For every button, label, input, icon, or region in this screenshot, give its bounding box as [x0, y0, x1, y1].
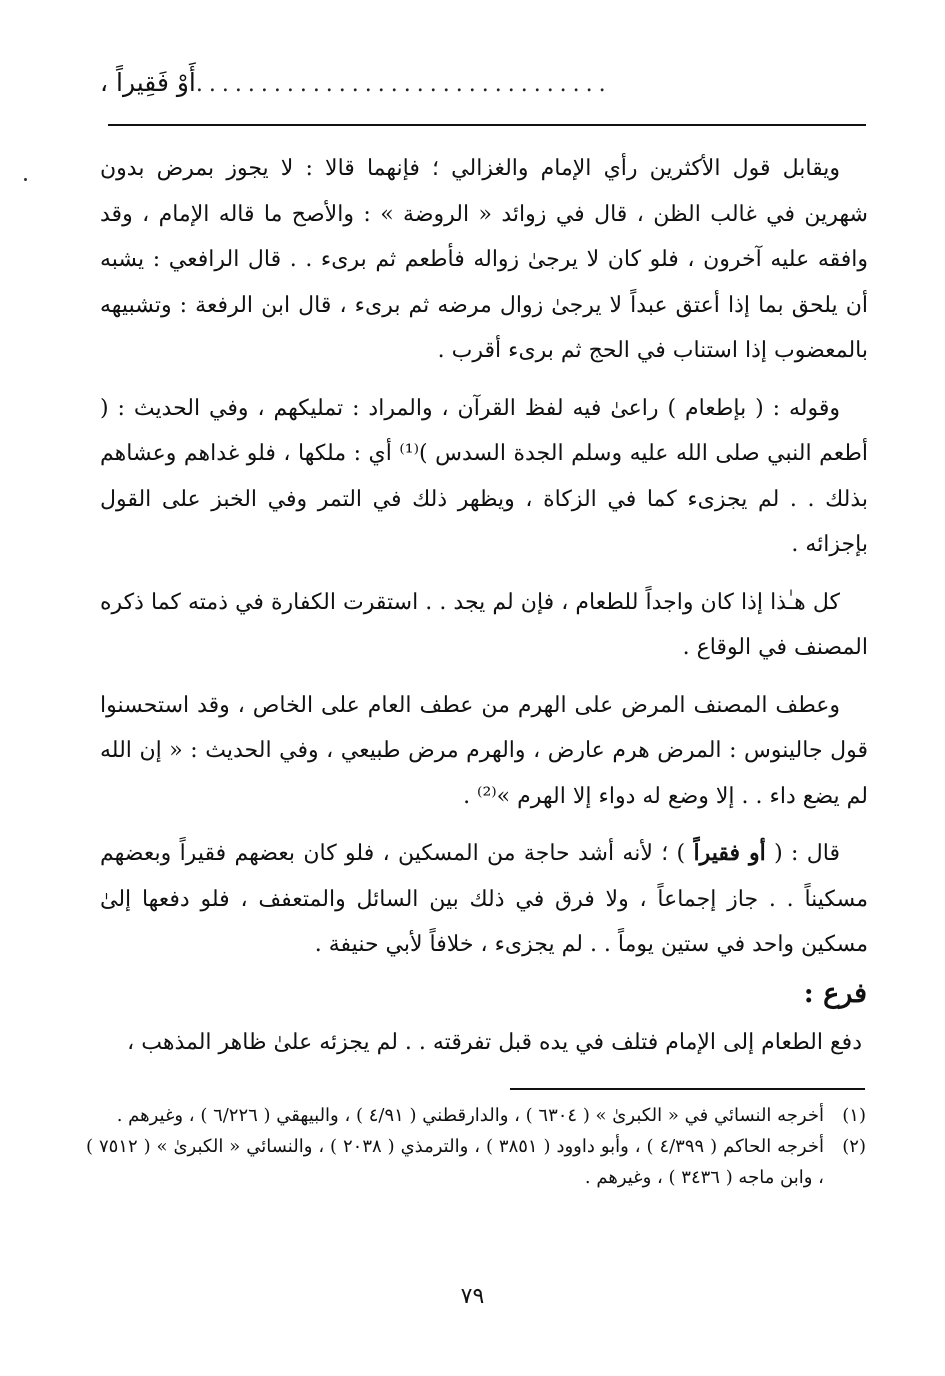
header-rule [108, 124, 866, 126]
page-number: ٧٩ [460, 1284, 485, 1309]
footnote-text: أخرجه الحاكم ( ٤/٣٩٩ ) ، وأبو داوود ( ٣٨٥١ ) ، والترمذي ( ٢٠٣٨ ) ، والنسائي « الكبرىٰ » ( ٧٥١٢ ) ، وابن ماجه ( ٣٤٣٦ ) ، وغيرهم . [86, 1136, 824, 1188]
page-header [100, 68, 870, 97]
scan-speck [24, 178, 27, 181]
header-dots: ................................ [195, 72, 612, 97]
paragraph-1: ويقابل قول الأكثرين رأي الإمام والغزالي ؛ فإنهما قالا : لا يجوز بمرض بدون شهرين في غالب الظن ، قال في زوائد « الروضة » : والأصح ما قاله الإمام ، وقد وافقه عليه آخرون ، فلو كان لا يرجىٰ زواله فأطعم ثم برىء . . قال الرافعي : يشبه أن يلحق بما إذا أعتق عبداً لا يرجىٰ زوال مرضه ثم برىء ، قال ابن الرفعة : وتشبيهه بالمعضوب إذا استناب في الحج ثم برىء أقرب . [100, 156, 868, 363]
paragraph-5 [100, 831, 868, 968]
running-head: أَوْ فَقِيراً ، [100, 68, 196, 97]
footnote-number: (٢) [842, 1136, 866, 1157]
footnote-rule [510, 1088, 865, 1090]
section-text: دفع الطعام إلى الإمام فتلف في يده قبل تفرقته . . لم يجزئه علىٰ ظاهر المذهب ، [127, 1030, 862, 1055]
paragraph-5-post: ) ؛ لأنه أشد حاجة من المسكين ، فلو كان بعضهم فقيراً وبعضهم مسكيناً . . جاز إجماعاً ، ولا فرق في ذلك بين السائل والمتعفف ، فلو دفعها إلىٰ مسكين واحد في ستين يوماً . . لم يجزىء ، خلافاً لأبي حنيفة . [100, 841, 868, 957]
footnote-2 [86, 1131, 866, 1193]
footnotes [86, 1100, 866, 1193]
footnote-text: أخرجه النسائي في « الكبرىٰ » ( ٦٣٠٤ ) ، والدارقطني ( ٤/٩١ ) ، والبيهقي ( ٦/٢٢٦ ) ، وغيرهم . [116, 1105, 824, 1126]
footnote-number: (١) [842, 1105, 866, 1126]
paragraph-2: وقوله : ( بإطعام ) راعىٰ فيه لفظ القرآن ، والمراد : تمليكهم ، وفي الحديث : ( أطعم النبي صلى الله عليه وسلم الجدة السدس )⁽¹⁾ أي : ملكها ، فلو غداهم وعشاهم بذلك . . لم يجزىء كما في الزكاة ، ويظهر ذلك في التمر وفي الخبز على القول بإجزائه . [100, 395, 868, 557]
main-text [100, 146, 868, 968]
paragraph-3: كل هـٰذا إذا كان واجداً للطعام ، فإن لم يجد . . استقرت الكفارة في ذمته كما ذكره المصنف في الوقاع . [100, 589, 868, 660]
section-heading: فرع : [803, 978, 867, 1009]
footnote-1 [86, 1100, 866, 1131]
quoted-matn: أو فقيراً [693, 840, 766, 866]
paragraph-4: وعطف المصنف المرض على الهرم من عطف العام على الخاص ، وقد استحسنوا قول جالينوس : المرض هرم عارض ، والهرم مرض طبيعي ، وفي الحديث : « إن الله لم يضع داء . . إلا وضع له دواء إلا الهرم »⁽²⁾ . [100, 692, 868, 809]
paragraph-5-pre: قال : ( [765, 841, 840, 866]
